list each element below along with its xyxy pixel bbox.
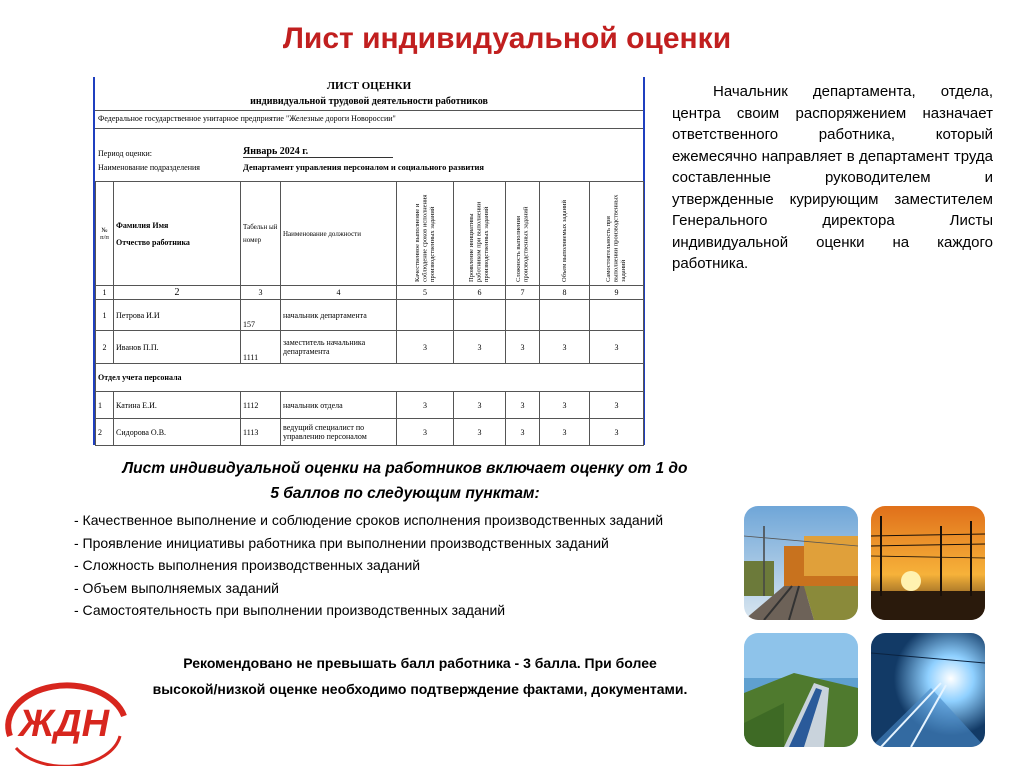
row-number: 2 bbox=[96, 331, 114, 364]
description-paragraph: Начальник департамента, отдела, центра своим распоряжением назначает ответственного работника, который ежемесячно направляет в департамент труда составленные руководителем и утвержденные курирующим заместителем Генерального директора Листы индивидуальной оценки на каждого работника. bbox=[672, 83, 993, 272]
score: 3 bbox=[454, 419, 506, 446]
recommendation bbox=[100, 650, 740, 702]
score: 3 bbox=[590, 331, 644, 364]
tab-number: 1112 bbox=[241, 392, 281, 419]
column-number: 8 bbox=[540, 286, 590, 300]
column-number-row bbox=[96, 286, 644, 300]
table-row bbox=[96, 300, 644, 331]
score bbox=[454, 300, 506, 331]
header-name bbox=[114, 182, 241, 286]
employee-name: Сидорова О.В. bbox=[114, 419, 241, 446]
score: 3 bbox=[590, 392, 644, 419]
railway-autumn-photo bbox=[744, 506, 858, 620]
header-criterion-3: Сложность выполнения производственных заданий bbox=[515, 206, 530, 282]
recommendation-line2: высокой/низкой оценке необходимо подтверждение фактами, документами. bbox=[152, 681, 688, 697]
tab-number: 157 bbox=[241, 300, 281, 331]
score: 3 bbox=[454, 392, 506, 419]
sheet-title: ЛИСТ ОЦЕНКИ bbox=[326, 80, 412, 92]
period-label: Период оценки: bbox=[98, 149, 152, 158]
column-number: 2 bbox=[114, 286, 241, 300]
train-coast-photo bbox=[744, 633, 858, 747]
criteria-item: - Объем выполняемых заданий bbox=[74, 579, 279, 596]
zhdn-logo bbox=[2, 676, 132, 766]
section-title: Отдел учета персонала bbox=[96, 364, 644, 392]
score bbox=[397, 300, 454, 331]
slide-title: Лист индивидуальной оценки bbox=[282, 22, 732, 55]
divider bbox=[95, 128, 643, 129]
row-number: 1 bbox=[96, 392, 114, 419]
table-row bbox=[96, 392, 644, 419]
score: 3 bbox=[454, 331, 506, 364]
criteria-item: - Самостоятельность при выполнении производственных заданий bbox=[74, 602, 506, 618]
employee-name: Иванов П.П. bbox=[114, 331, 241, 364]
header-criterion-4: Объем выполняемых заданий bbox=[560, 199, 568, 282]
criteria-item: - Сложность выполнения производственных заданий bbox=[74, 557, 421, 573]
score bbox=[506, 300, 540, 331]
header-criterion-1: Качественное выполнение и соблюдение сроков исполнения производственных заданий bbox=[413, 194, 436, 282]
criteria-list bbox=[74, 509, 730, 622]
column-number: 9 bbox=[590, 286, 644, 300]
score: 3 bbox=[540, 392, 590, 419]
criteria-item: - Проявление инициативы работника при выполнении производственных заданий bbox=[74, 534, 609, 551]
row-number: 1 bbox=[96, 300, 114, 331]
logo-text: ЖДН bbox=[18, 703, 110, 745]
column-number: 1 bbox=[96, 286, 114, 300]
divider bbox=[95, 110, 643, 111]
sheet-subtitle: индивидуальной трудовой деятельности работников bbox=[250, 96, 488, 107]
score: 3 bbox=[506, 419, 540, 446]
column-number: 6 bbox=[454, 286, 506, 300]
column-number: 4 bbox=[281, 286, 397, 300]
header-num: № п/п bbox=[96, 182, 114, 286]
header-criterion-5: Самостоятельность при выполнении производственных заданий bbox=[605, 194, 628, 282]
row-number: 2 bbox=[96, 419, 114, 446]
section-row bbox=[96, 364, 644, 392]
score bbox=[540, 300, 590, 331]
column-number: 3 bbox=[241, 286, 281, 300]
period-value: Январь 2024 г. bbox=[243, 146, 393, 158]
score: 3 bbox=[397, 392, 454, 419]
table-header-row bbox=[96, 182, 644, 286]
header-criterion-2: Проявление инициативы работником при выполнении производственных заданий bbox=[468, 201, 491, 282]
tab-number: 1113 bbox=[241, 419, 281, 446]
table-row bbox=[96, 419, 644, 446]
column-number: 7 bbox=[506, 286, 540, 300]
score: 3 bbox=[540, 419, 590, 446]
train-night-photo bbox=[871, 633, 985, 747]
header-name-line2: Отчество работника bbox=[116, 237, 190, 247]
position: начальник отдела bbox=[281, 392, 397, 419]
employee-name: Петрова И.И bbox=[114, 300, 241, 331]
evaluation-table bbox=[95, 181, 644, 446]
criteria-heading-line2: 5 баллов по следующим пунктам: bbox=[270, 485, 540, 502]
evaluation-sheet bbox=[93, 77, 645, 445]
position: начальник департамента bbox=[281, 300, 397, 331]
position: заместитель начальника департамента bbox=[281, 331, 397, 364]
criteria-heading-line1: Лист индивидуальной оценки на работников включает оценку от 1 до bbox=[122, 460, 688, 477]
score bbox=[590, 300, 644, 331]
column-number: 5 bbox=[397, 286, 454, 300]
criteria-heading bbox=[70, 456, 740, 506]
score: 3 bbox=[397, 331, 454, 364]
tab-number: 1111 bbox=[241, 331, 281, 364]
table-row bbox=[96, 331, 644, 364]
criteria-item: - Качественное выполнение и соблюдение сроков исполнения производственных заданий bbox=[74, 512, 664, 528]
organization-name: Федеральное государственное унитарное предприятие "Железные дороги Новороссии" bbox=[98, 114, 396, 123]
department-label: Наименование подразделения bbox=[98, 163, 200, 172]
recommendation-line1: Рекомендовано не превышать балл работника - 3 балла. При более bbox=[183, 655, 657, 671]
score: 3 bbox=[590, 419, 644, 446]
score: 3 bbox=[506, 331, 540, 364]
header-name-line1: Фамилия Имя bbox=[116, 220, 169, 230]
score: 3 bbox=[506, 392, 540, 419]
header-tab: Табельн ый номер bbox=[241, 182, 281, 286]
position: ведущий специалист по управлению персоналом bbox=[281, 419, 397, 446]
railway-sunset-photo bbox=[871, 506, 985, 620]
employee-name: Катина Е.И. bbox=[114, 392, 241, 419]
score: 3 bbox=[540, 331, 590, 364]
department-value: Департамент управления персоналом и социального развития bbox=[243, 162, 485, 172]
score: 3 bbox=[397, 419, 454, 446]
header-position: Наименование должности bbox=[281, 182, 397, 286]
